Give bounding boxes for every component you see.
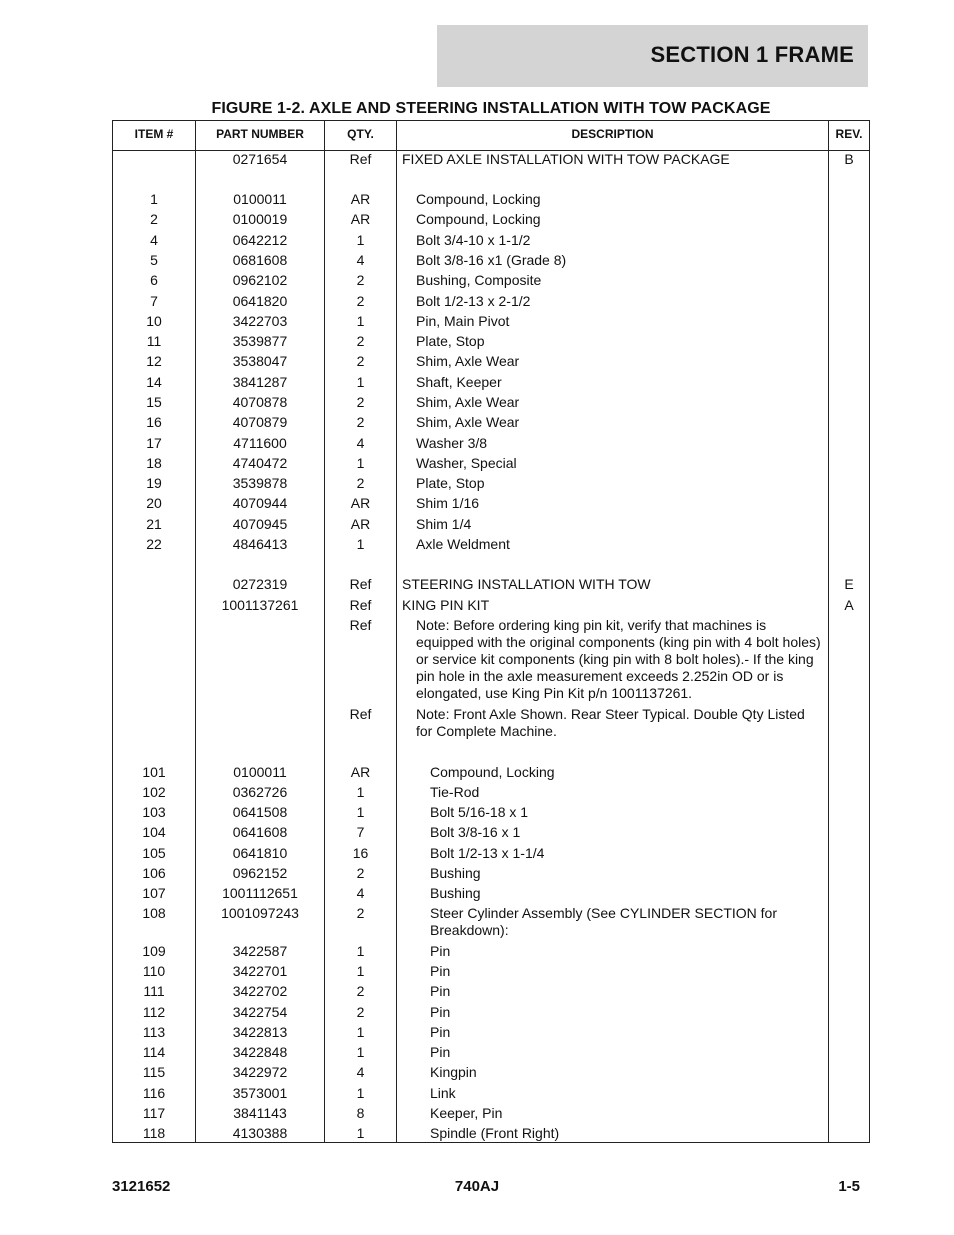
qty-cell: AR: [350, 764, 371, 780]
part-number-cell: 1001137261: [221, 597, 299, 613]
item-cell: 113: [142, 1024, 166, 1040]
description-cell: Pin: [430, 1044, 451, 1060]
part-number-cell: 0962152: [232, 865, 288, 881]
column-divider: [828, 121, 829, 1142]
part-number-cell: 4740472: [232, 455, 288, 471]
item-cell: 19: [146, 475, 162, 491]
description-cell: Shim, Axle Wear: [416, 394, 520, 410]
qty-cell: 2: [356, 333, 365, 349]
qty-cell: AR: [350, 516, 371, 532]
header-part-number: PART NUMBER: [216, 127, 304, 141]
description-cell: Steer Cylinder Assembly (See CYLINDER SECTION for Breakdown):: [430, 905, 777, 938]
item-cell: 6: [150, 272, 158, 288]
item-cell: 108: [142, 905, 166, 921]
qty-cell: 1: [356, 1085, 365, 1101]
section-title: SECTION 1 FRAME: [650, 42, 854, 67]
description-cell: Keeper, Pin: [430, 1105, 503, 1121]
qty-cell: Ref: [349, 151, 372, 167]
qty-cell: 1: [356, 455, 365, 471]
part-number-cell: 0271654: [232, 151, 288, 167]
column-divider: [396, 121, 397, 1142]
rev-cell: B: [844, 151, 854, 167]
qty-cell: 4: [356, 252, 365, 268]
footer-doc-number: 3121652: [112, 1178, 171, 1195]
figure-title: FIGURE 1-2. AXLE AND STEERING INSTALLATION WITH TOW PACKAGE: [211, 100, 771, 117]
section-header-box: [437, 25, 868, 87]
description-cell: Bolt 3/4-10 x 1-1/2: [416, 232, 531, 248]
header-rev: REV.: [835, 127, 863, 141]
qty-cell: 4: [356, 1064, 365, 1080]
part-number-cell: 3422848: [232, 1044, 288, 1060]
part-number-cell: 4070878: [232, 394, 288, 410]
description-cell: Plate, Stop: [416, 333, 485, 349]
description-cell: Shim 1/4: [416, 516, 472, 532]
item-cell: 11: [146, 333, 162, 349]
qty-cell: 8: [356, 1105, 365, 1121]
part-number-cell: 0641820: [232, 293, 288, 309]
description-cell: Pin, Main Pivot: [416, 313, 510, 329]
item-cell: 111: [143, 983, 165, 999]
description-cell: Washer, Special: [416, 455, 517, 471]
rev-cell: E: [844, 576, 854, 592]
item-cell: 10: [146, 313, 162, 329]
description-cell: Shim, Axle Wear: [416, 353, 520, 369]
description-cell: Axle Weldment: [416, 536, 510, 552]
footer-model: 740AJ: [454, 1178, 500, 1195]
qty-cell: 2: [356, 475, 365, 491]
part-number-cell: 3422702: [232, 983, 288, 999]
part-number-cell: 3539877: [232, 333, 288, 349]
description-cell: Pin: [430, 943, 451, 959]
header-description: DESCRIPTION: [571, 127, 654, 141]
qty-cell: 2: [356, 905, 365, 921]
description-cell: Pin: [430, 1004, 451, 1020]
part-number-cell: 1001112651: [222, 885, 298, 901]
qty-cell: 1: [356, 784, 365, 800]
description-cell: Shim 1/16: [416, 495, 480, 511]
item-cell: 116: [142, 1085, 166, 1101]
item-cell: 20: [146, 495, 162, 511]
item-cell: 15: [146, 394, 162, 410]
qty-cell: 1: [356, 536, 365, 552]
item-cell: 101: [142, 764, 166, 780]
header-qty: QTY.: [347, 127, 374, 141]
description-cell: Pin: [430, 983, 451, 999]
part-number-cell: 3422587: [232, 943, 288, 959]
qty-cell: 1: [356, 1125, 365, 1141]
part-number-cell: 3422703: [232, 313, 288, 329]
qty-cell: 16: [352, 845, 369, 861]
item-cell: 7: [150, 293, 158, 309]
qty-cell: 1: [356, 313, 365, 329]
part-number-cell: 3538047: [232, 353, 288, 369]
item-cell: 102: [142, 784, 166, 800]
part-number-cell: 3841143: [233, 1105, 287, 1121]
qty-cell: 1: [356, 963, 365, 979]
part-number-cell: 0100011: [233, 191, 287, 207]
part-number-cell: 3573001: [232, 1085, 288, 1101]
qty-cell: 2: [356, 353, 365, 369]
rev-cell: A: [844, 597, 854, 613]
item-cell: 118: [142, 1125, 166, 1141]
qty-cell: AR: [350, 211, 371, 227]
description-cell: Note: Before ordering king pin kit, verify that machines is equipped with the original components (king pin with 4 bolt holes) or service kit components (king pin with 8 bolt holes).- If the king pin hole in the axle measurement exceeds 2.252in OD or is elongated, use King Pin Kit p/n 1001137261.: [416, 617, 821, 701]
item-cell: 112: [142, 1004, 166, 1020]
item-cell: 16: [146, 414, 162, 430]
item-cell: 4: [150, 232, 158, 248]
item-cell: 107: [142, 885, 166, 901]
qty-cell: Ref: [349, 597, 372, 613]
qty-cell: 1: [356, 374, 365, 390]
part-number-cell: 0642212: [232, 232, 288, 248]
qty-cell: 2: [356, 293, 365, 309]
part-number-cell: 1001097243: [221, 905, 299, 921]
item-cell: 114: [142, 1044, 166, 1060]
description-cell: Bolt 3/8-16 x 1: [430, 824, 521, 840]
item-cell: 1: [150, 191, 158, 207]
part-number-cell: 3422813: [232, 1024, 288, 1040]
item-cell: 12: [146, 353, 162, 369]
description-cell: Tie-Rod: [430, 784, 480, 800]
part-number-cell: 3539878: [232, 475, 288, 491]
qty-cell: 1: [356, 1044, 365, 1060]
qty-cell: 4: [356, 435, 365, 451]
description-cell: Bolt 5/16-18 x 1: [430, 804, 529, 820]
description-cell: STEERING INSTALLATION WITH TOW: [402, 576, 651, 592]
description-cell: Compound, Locking: [416, 211, 541, 227]
header-item: ITEM #: [134, 127, 174, 141]
qty-cell: 1: [356, 232, 365, 248]
description-cell: Plate, Stop: [416, 475, 485, 491]
description-cell: Bushing, Composite: [416, 272, 542, 288]
qty-cell: 2: [356, 865, 365, 881]
footer-page-number: 1-5: [838, 1178, 860, 1195]
description-cell: KING PIN KIT: [402, 597, 490, 613]
item-cell: 14: [146, 374, 162, 390]
part-number-cell: 4846413: [232, 536, 288, 552]
description-cell: Note: Front Axle Shown. Rear Steer Typical. Double Qty Listed for Complete Machine.: [416, 706, 805, 739]
description-cell: Bushing: [430, 885, 481, 901]
qty-cell: 1: [356, 943, 365, 959]
part-number-cell: 0681608: [232, 252, 288, 268]
qty-cell: 2: [356, 1004, 365, 1020]
qty-cell: Ref: [349, 706, 372, 722]
description-cell: Bushing: [430, 865, 481, 881]
part-number-cell: 0962102: [232, 272, 288, 288]
qty-cell: 2: [356, 983, 365, 999]
item-cell: 17: [146, 435, 162, 451]
item-cell: 110: [142, 963, 166, 979]
item-cell: 5: [150, 252, 158, 268]
qty-cell: Ref: [349, 617, 372, 633]
item-cell: 104: [142, 824, 166, 840]
description-cell: Pin: [430, 963, 451, 979]
description-cell: FIXED AXLE INSTALLATION WITH TOW PACKAGE: [402, 151, 730, 167]
part-number-cell: 0641508: [232, 804, 288, 820]
description-cell: Shaft, Keeper: [416, 374, 502, 390]
item-cell: 22: [146, 536, 162, 552]
description-cell: Bolt 3/8-16 x1 (Grade 8): [416, 252, 567, 268]
description-cell: Bolt 1/2-13 x 1-1/4: [430, 845, 545, 861]
table-header: [113, 121, 869, 151]
item-cell: 103: [142, 804, 166, 820]
part-number-cell: 4070945: [232, 516, 288, 532]
part-number-cell: 4070944: [232, 495, 288, 511]
item-cell: 18: [146, 455, 162, 471]
item-cell: 117: [142, 1105, 166, 1121]
item-cell: 109: [142, 943, 166, 959]
part-number-cell: 0100019: [232, 211, 288, 227]
description-cell: Kingpin: [430, 1064, 477, 1080]
part-number-cell: 3841287: [232, 374, 288, 390]
description-cell: Pin: [430, 1024, 451, 1040]
part-number-cell: 0272319: [232, 576, 288, 592]
qty-cell: 7: [356, 824, 365, 840]
qty-cell: AR: [350, 495, 371, 511]
description-cell: Compound, Locking: [430, 764, 555, 780]
qty-cell: Ref: [349, 576, 372, 592]
item-cell: 105: [142, 845, 166, 861]
part-number-cell: 0362726: [232, 784, 288, 800]
qty-cell: 2: [356, 414, 365, 430]
qty-cell: 1: [356, 1024, 365, 1040]
qty-cell: 2: [356, 394, 365, 410]
qty-cell: 2: [356, 272, 365, 288]
description-cell: Compound, Locking: [416, 191, 541, 207]
parts-table: [112, 120, 870, 1143]
part-number-cell: 4130388: [232, 1125, 288, 1141]
part-number-cell: 3422972: [232, 1064, 288, 1080]
qty-cell: 1: [356, 804, 365, 820]
qty-cell: 4: [356, 885, 365, 901]
part-number-cell: 0100011: [233, 764, 287, 780]
description-cell: Spindle (Front Right): [430, 1125, 560, 1141]
qty-cell: AR: [350, 191, 371, 207]
part-number-cell: 0641810: [232, 845, 288, 861]
item-cell: 2: [150, 211, 158, 227]
part-number-cell: 3422754: [232, 1004, 288, 1020]
item-cell: 106: [142, 865, 166, 881]
item-cell: 115: [142, 1064, 166, 1080]
description-cell: Shim, Axle Wear: [416, 414, 520, 430]
description-cell: Link: [430, 1085, 456, 1101]
part-number-cell: 4711600: [233, 435, 287, 451]
item-cell: 21: [146, 516, 162, 532]
part-number-cell: 0641608: [232, 824, 288, 840]
description-cell: Bolt 1/2-13 x 2-1/2: [416, 293, 531, 309]
part-number-cell: 4070879: [232, 414, 288, 430]
part-number-cell: 3422701: [232, 963, 288, 979]
description-cell: Washer 3/8: [416, 435, 488, 451]
